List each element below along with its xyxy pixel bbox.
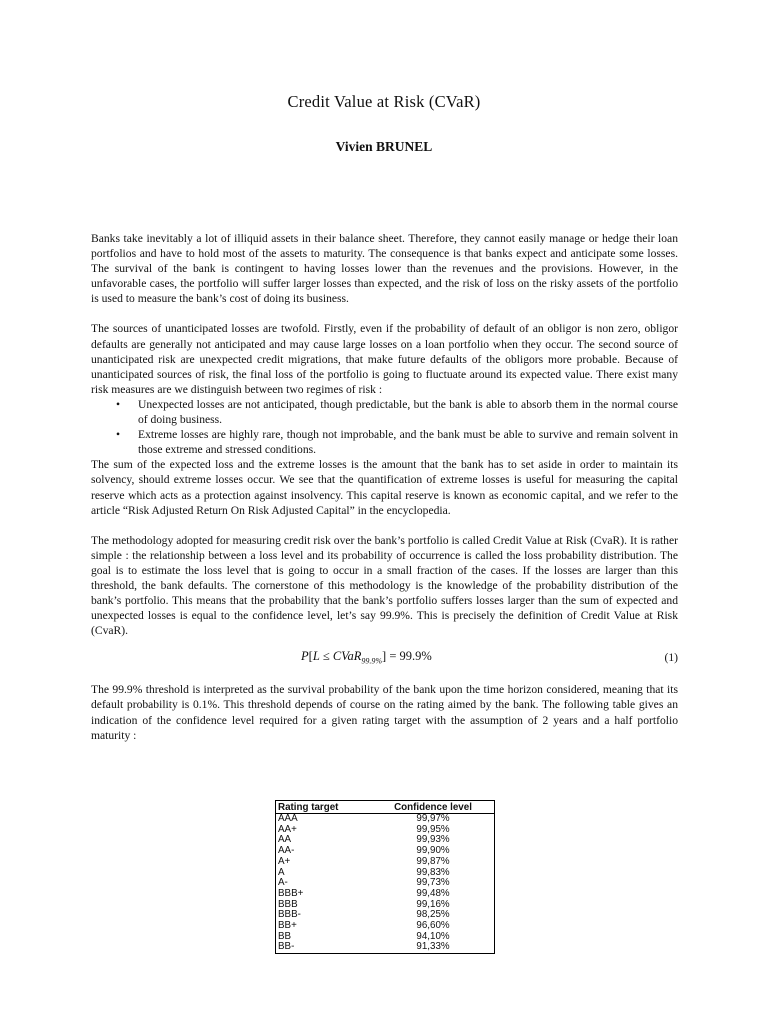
rating-cell: BB- xyxy=(278,941,295,953)
header-confidence-level: Confidence level xyxy=(394,802,472,813)
list-item xyxy=(91,427,678,457)
bullet-icon: • xyxy=(116,397,121,411)
confidence-cell: 99,95% xyxy=(416,823,450,835)
bullet-text: Unexpected losses are not anticipated, though predictable, but the bank is able to absorb them in the normal course of doing business. xyxy=(138,397,678,427)
equation-expression xyxy=(301,649,432,669)
rating-cell: BB+ xyxy=(278,920,297,932)
table-row xyxy=(276,857,494,868)
rating-cell: BBB xyxy=(278,898,298,910)
table-row xyxy=(276,889,494,900)
confidence-cell: 99,90% xyxy=(416,845,450,857)
rating-cell: BBB+ xyxy=(278,887,304,899)
header-rating-target: Rating target xyxy=(278,802,339,813)
confidence-cell: 99,97% xyxy=(416,813,450,824)
eq-subscript: 99.9% xyxy=(361,656,383,666)
confidence-cell: 94,10% xyxy=(416,930,450,942)
eq-rhs: = 99.9% xyxy=(386,649,432,664)
table-row xyxy=(276,868,494,879)
paper-body xyxy=(91,231,678,743)
paragraph-intro: Banks take inevitably a lot of illiquid assets in their balance sheet. Therefore, they cannot easily manage or hedge their loan portfolios and have to hold most of the assets to maturity. The consequence is that banks expect and anticipate some losses. The survival of the bank is contingent to having losses lower than the revenues and the provisions. However, in the unfavorable cases, the portfolio will suffer larger losses than expected, and the risk of loss on the risky assets of the portfolio is used to measure the bank’s cost of doing its business. xyxy=(91,232,678,306)
eq-open-bracket: [ xyxy=(308,649,313,664)
risk-regimes-list xyxy=(91,397,678,457)
rating-cell: AAA xyxy=(278,813,298,824)
rating-cell: AA- xyxy=(278,845,295,857)
table-row xyxy=(276,910,494,921)
rating-cell: AA+ xyxy=(278,823,297,835)
table-row xyxy=(276,932,494,943)
table-header-row xyxy=(276,801,494,814)
confidence-cell: 98,25% xyxy=(416,909,450,921)
table-row xyxy=(276,814,494,825)
eq-p: P xyxy=(301,649,309,664)
table-row xyxy=(276,825,494,836)
paragraph-methodology: The methodology adopted for measuring credit risk over the bank’s portfolio is called Credit Value at Risk (CvaR). It is rather simple : the relationship between a loss level and its probability of occurrence is called the loss probability distribution. The goal is to estimate the loss level that is going to occur in a small fraction of the cases. If the losses are larger than this threshold, the bank defaults. The cornerstone of this methodology is the knowledge of the probability distribution of the bank’s portfolio. This means that the probability that the bank’s portfolio suffers losses larger than the sum of expected and unexpected losses is equal to the confidence level, let’s say 99.9%. This is precisely the definition of Credit Value at Risk (CvaR). xyxy=(91,533,678,638)
table-body xyxy=(276,814,494,954)
equation-number: (1) xyxy=(664,651,678,665)
paragraph-sources: The sources of unanticipated losses are twofold. Firstly, even if the probability of default of an obligor is non zero, obligor defaults are generally not anticipated and may cause large losses on a loan portfolio when they occur. The second source of unanticipated risk are unexpected credit migrations, that make future defaults of the obligors more probable. Because of unanticipated sources of risk, the final loss of the portfolio is going to fluctuate around its expected value. There exist many risk measures are we distinguish between two regimes of risk : xyxy=(91,322,678,396)
table-row xyxy=(276,921,494,932)
confidence-cell: 96,60% xyxy=(416,920,450,932)
eq-close-bracket: ] xyxy=(382,649,387,664)
rating-cell: BB xyxy=(278,930,292,942)
table-row xyxy=(276,878,494,889)
confidence-cell: 99,16% xyxy=(416,898,450,910)
rating-confidence-table xyxy=(275,800,495,954)
rating-cell: A xyxy=(278,866,285,878)
confidence-cell: 99,93% xyxy=(416,834,450,846)
rating-cell: AA xyxy=(278,834,292,846)
eq-l: L xyxy=(312,649,320,664)
table-row xyxy=(276,846,494,857)
confidence-cell: 99,73% xyxy=(416,877,450,889)
rating-cell: BBB- xyxy=(278,909,301,921)
table-row xyxy=(276,942,494,953)
equation-cvar xyxy=(91,646,678,676)
table-row xyxy=(276,835,494,846)
bullet-icon: • xyxy=(116,428,121,442)
bullet-text: Extreme losses are highly rare, though not improbable, and the bank must be able to survive and remain solvent in those extreme and stressed conditions. xyxy=(138,428,678,457)
eq-leq: ≤ xyxy=(319,649,333,664)
paragraph-threshold: The 99.9% threshold is interpreted as the survival probability of the bank upon the time horizon considered, meaning that its default probability is 0.1%. This threshold depends of course on the rating aimed by the bank. The following table gives an indication of the confidence level required for a given rating target with the assumption of 2 years and a half portfolio maturity : xyxy=(91,683,678,742)
eq-cvar: CVaR xyxy=(332,649,362,664)
confidence-cell: 99,48% xyxy=(416,887,450,899)
rating-cell: A+ xyxy=(278,855,291,867)
confidence-cell: 99,83% xyxy=(416,866,450,878)
paper-title: Credit Value at Risk (CVaR) xyxy=(287,92,481,111)
paper-author: Vivien BRUNEL xyxy=(335,139,433,154)
table-row xyxy=(276,900,494,911)
list-item xyxy=(91,397,678,427)
paragraph-economic-capital: The sum of the expected loss and the extreme losses is the amount that the bank has to set aside in order to maintain its solvency, should extreme losses occur. We see that the quantification of extreme losses is useful for measuring the capital reserve which acts as a protection against insolvency. This capital reserve is known as economic capital, and we refer to the article “Risk Adjusted Return On Risk Adjusted Capital” in the encyclopedia. xyxy=(91,458,678,517)
confidence-cell: 91,33% xyxy=(416,941,450,953)
rating-cell: A- xyxy=(278,877,288,889)
confidence-cell: 99,87% xyxy=(416,855,450,867)
